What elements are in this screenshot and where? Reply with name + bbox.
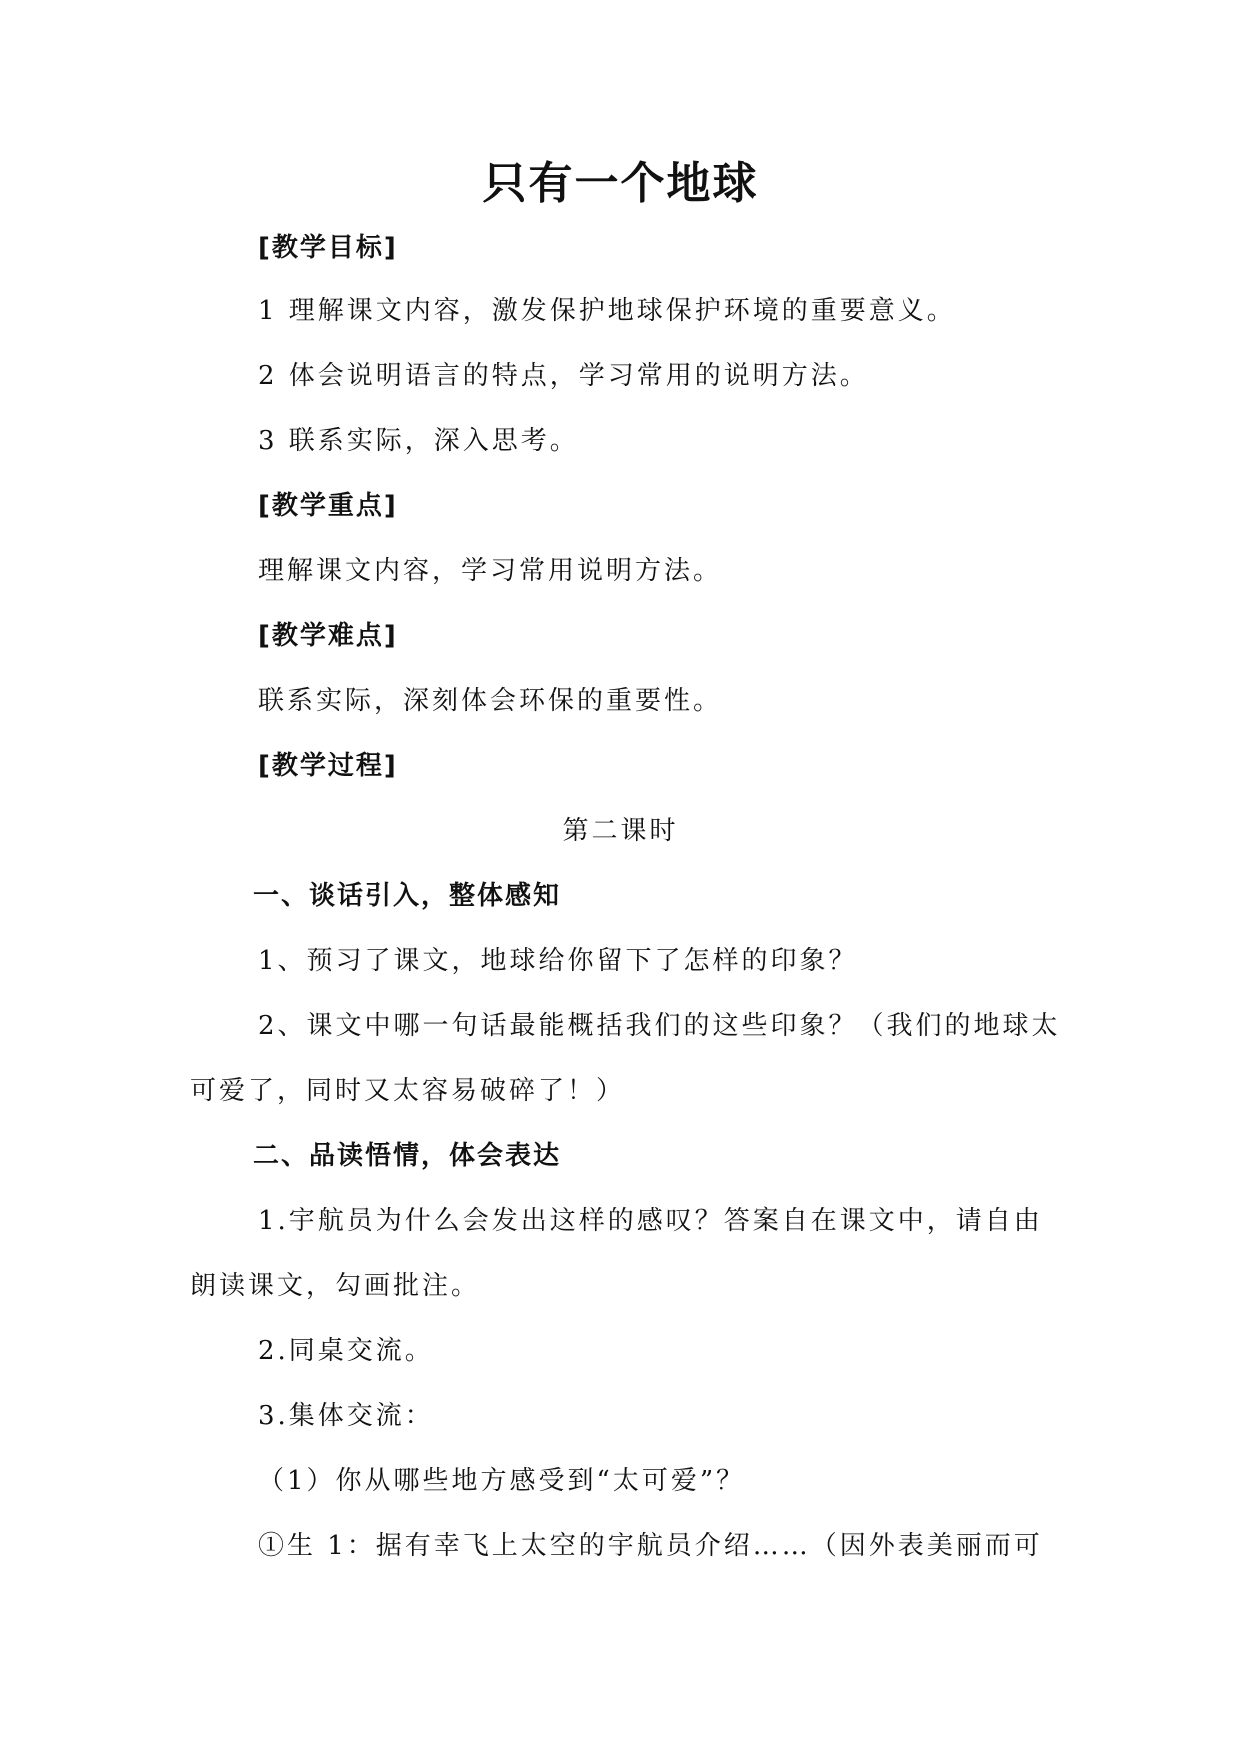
section-2-step-1-line-2: 朗读课文，勾画批注。 — [190, 1271, 481, 1301]
section-1-heading: 一、谈话引入，整体感知 — [253, 881, 562, 911]
section-2-student-answer-1: ①生 1：据有幸飞上太空的宇航员介绍……（因外表美丽而可 — [258, 1531, 1043, 1561]
difficulty-heading: [教学难点] — [258, 621, 398, 651]
section-1-question-2-line-2: 可爱了，同时又太容易破碎了！） — [190, 1076, 626, 1106]
section-2-step-1-line-1: 1.宇航员为什么会发出这样的感叹？答案自在课文中，请自由 — [258, 1206, 1043, 1236]
key-points-heading: [教学重点] — [258, 491, 398, 521]
process-heading: [教学过程] — [258, 751, 398, 781]
objective-item-1: 1 理解课文内容，激发保护地球保护环境的重要意义。 — [258, 296, 956, 326]
lesson-label: 第二课时 — [562, 816, 679, 846]
section-2-sub-question-1: （1）你从哪些地方感受到“太可爱”？ — [258, 1466, 746, 1496]
section-1-question-1: 1、预习了课文，地球给你留下了怎样的印象？ — [258, 946, 858, 976]
difficulty-text: 联系实际，深刻体会环保的重要性。 — [258, 686, 723, 716]
objective-item-3: 3 联系实际，深入思考。 — [258, 426, 579, 456]
objective-item-2: 2 体会说明语言的特点，学习常用的说明方法。 — [258, 361, 869, 391]
section-2-step-3: 3.集体交流： — [258, 1401, 434, 1431]
section-2-heading: 二、品读悟情，体会表达 — [253, 1141, 562, 1171]
key-points-text: 理解课文内容，学习常用说明方法。 — [258, 556, 723, 586]
section-2-step-2: 2.同桌交流。 — [258, 1336, 434, 1366]
section-1-question-2-line-1: 2、课文中哪一句话最能概括我们的这些印象？（我们的地球太 — [258, 1011, 1061, 1041]
document-title: 只有一个地球 — [482, 158, 759, 209]
objectives-heading: [教学目标] — [258, 233, 398, 263]
